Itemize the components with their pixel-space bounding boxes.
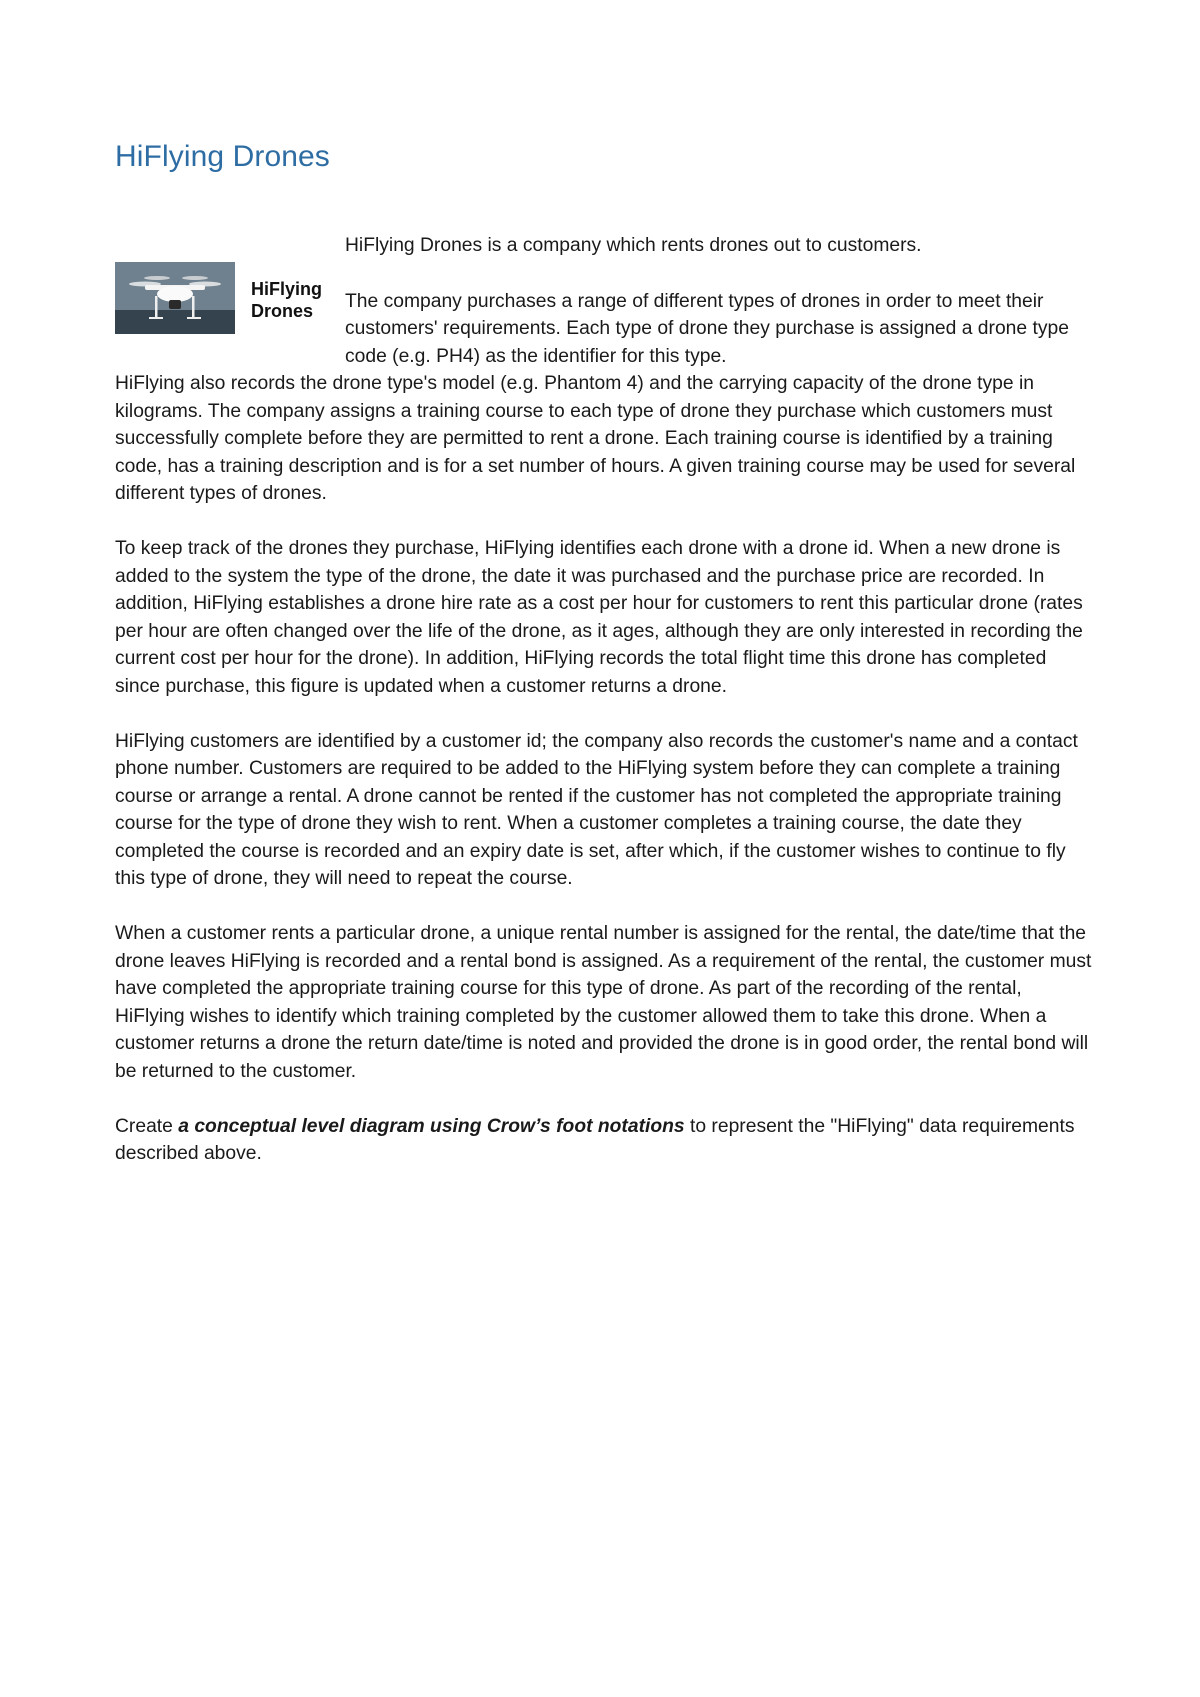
intro-paragraph-1: HiFlying Drones is a company which rents drones out to customers. xyxy=(345,235,922,256)
task-emphasis: a conceptual level diagram using Crow’s foot notations xyxy=(178,1115,685,1137)
paragraph-drone-types: HiFlying also records the drone type's model (e.g. Phantom 4) and the carrying capacity of the drone type in kilograms. The company assigns a training course to each type of drone they purchase which customers must successfully complete before they are permitted to rent a drone. Each training course is identified by a training code, has a training description and is for a set number of hours. A given training course may be used for several different types of drones. xyxy=(115,373,1076,504)
intro-paragraph-2: The company purchases a range of different types of drones in order to meet their customers' requirements. Each type of drone they purchase is assigned a drone type code (e.g. PH4) as the identifier for this type. xyxy=(345,290,1069,367)
paragraph-task xyxy=(115,1113,1095,1168)
task-prefix: Create xyxy=(115,1115,179,1137)
logo-caption-line1: HiFlying xyxy=(251,279,322,299)
logo-caption-line2: Drones xyxy=(251,301,314,321)
paragraph-rentals: When a customer rents a particular drone, a unique rental number is assigned for the rental, the date/time that the drone leaves HiFlying is recorded and a rental bond is assigned. As a requirement of the rental, the customer must have completed the appropriate training course for this type of drone. As part of the recording of the rental, HiFlying wishes to identify which training completed by the customer allowed them to take this drone. When a customer returns a drone the return date/time is noted and provided the drone is in good order, the rental bond will be returned to the customer. xyxy=(115,923,1092,1082)
drone-photo-icon xyxy=(115,262,235,334)
drone-illustration xyxy=(115,262,235,334)
intro-text xyxy=(345,232,1095,370)
logo-caption xyxy=(251,278,322,322)
paragraph-drones: To keep track of the drones they purchase, HiFlying identifies each drone with a drone id. When a new drone is added to the system the type of the drone, the date it was purchased and the purchase price are recorded. In addition, HiFlying establishes a drone hire rate as a cost per hour for customers to rent this particular drone (rates per hour are often changed over the life of the drone, as it ages, although they are only interested in recording the current cost per hour for the drone). In addition, HiFlying records the total flight time this drone has completed since purchase, this figure is updated when a customer returns a drone. xyxy=(115,538,1083,697)
task-suffix: to represent the "HiFlying" data requirements described above. xyxy=(115,1115,1075,1164)
body-section xyxy=(115,370,1095,1168)
paragraph-customers: HiFlying customers are identified by a customer id; the company also records the customer's name and a contact phone number. Customers are required to be added to the HiFlying system before they can complete a training course or arrange a rental. A drone cannot be rented if the customer has not completed the appropriate training course for the type of drone they wish to rent. When a customer completes a training course, the date they completed the course is recorded and an expiry date is set, after which, if the customer wishes to continue to fly this type of drone, they will need to repeat the course. xyxy=(115,730,1078,889)
document-title: HiFlying Drones xyxy=(115,140,330,173)
